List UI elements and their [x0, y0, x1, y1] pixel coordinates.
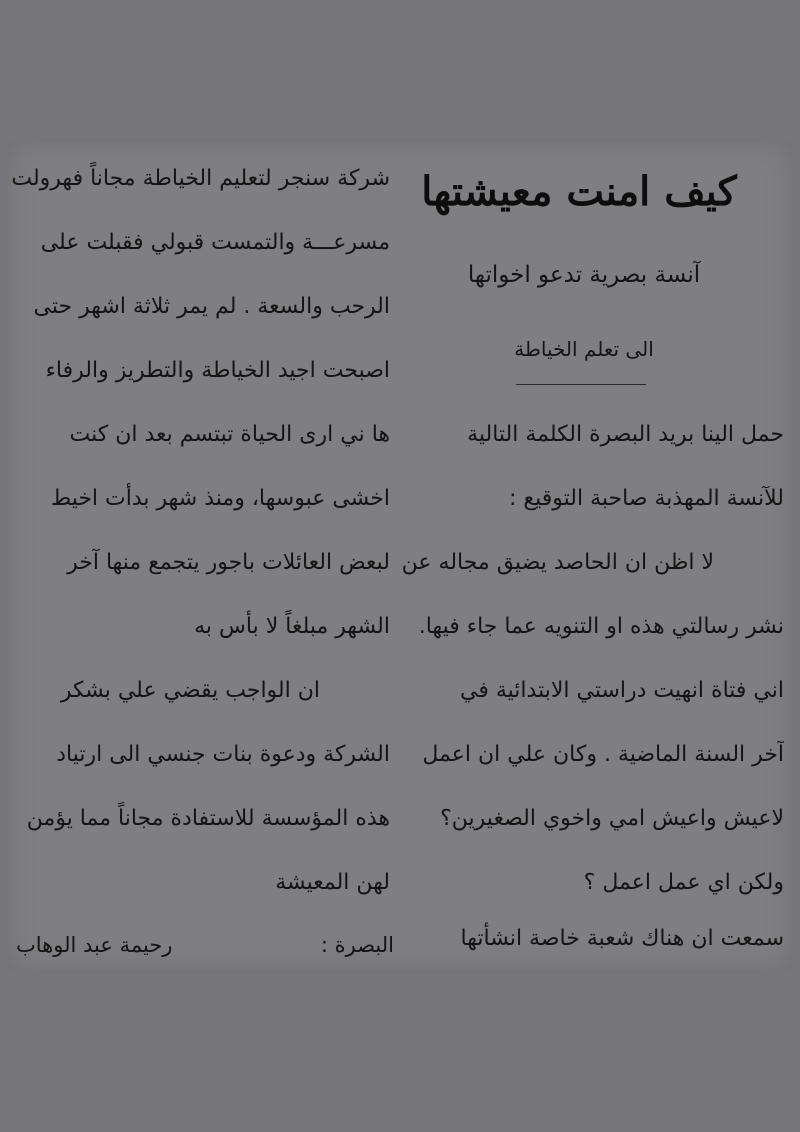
body-line: نشر رسالتي هذه او التنويه عما جاء فيها. — [418, 614, 784, 639]
body-line: الشهر مبلغاً لا بأس به — [194, 614, 390, 639]
divider-rule — [516, 384, 646, 385]
body-line: للآنسة المهذبة صاحبة التوقيع : — [509, 486, 784, 511]
body-line: ان الواجب يقضي علي بشكر — [60, 678, 320, 703]
subheadline: آنسة بصرية تدعو اخواتها — [467, 262, 701, 288]
subheadline-second-line: الى تعلم الخياطة — [514, 337, 654, 361]
author-signature: رحيمة عبد الوهاب — [16, 933, 173, 957]
body-line: شركة سنجر لتعليم الخياطة مجاناً فهرولت — [11, 166, 390, 191]
body-line: آخر السنة الماضية . وكان علي ان اعمل — [422, 742, 784, 767]
body-line: اصبحت اجيد الخياطة والتطريز والرفاء — [45, 358, 390, 383]
body-line: لاعيش واعيش امي واخوي الصغيرين؟ — [440, 806, 784, 831]
body-line: لا اظن ان الحاصد يضيق مجاله عن — [401, 550, 714, 575]
body-line: الشركة ودعوة بنات جنسي الى ارتياد — [56, 742, 390, 767]
dateline-place: البصرة : — [320, 933, 394, 957]
body-line: مسرعـــة والتمست قبولي فقبلت على — [40, 230, 390, 255]
body-line: الرحب والسعة . لم يمر ثلاثة اشهر حتى — [33, 294, 390, 319]
body-line: اخشى عبوسها، ومنذ شهر بدأت اخيط — [50, 486, 390, 511]
body-line: اني فتاة انهيت دراستي الابتدائية في — [460, 678, 784, 703]
newspaper-clipping — [8, 142, 792, 970]
body-line: ها ني ارى الحياة تبتسم بعد ان كنت — [69, 422, 390, 447]
body-line: ولكن اي عمل اعمل ؟ — [583, 870, 784, 895]
left-column — [12, 142, 398, 970]
body-line: حمل الينا بريد البصرة الكلمة التالية — [467, 422, 784, 447]
body-line: لهن المعيشة — [275, 870, 390, 895]
body-line: سمعت ان هناك شعبة خاصة انشأتها — [460, 926, 784, 951]
body-line: لبعض العائلات باجور يتجمع منها آخر — [67, 550, 390, 575]
right-column — [398, 142, 784, 970]
body-line: هذه المؤسسة للاستفادة مجاناً مما يؤمن — [26, 806, 390, 831]
headline: كيف امنت معيشتها — [421, 168, 737, 215]
